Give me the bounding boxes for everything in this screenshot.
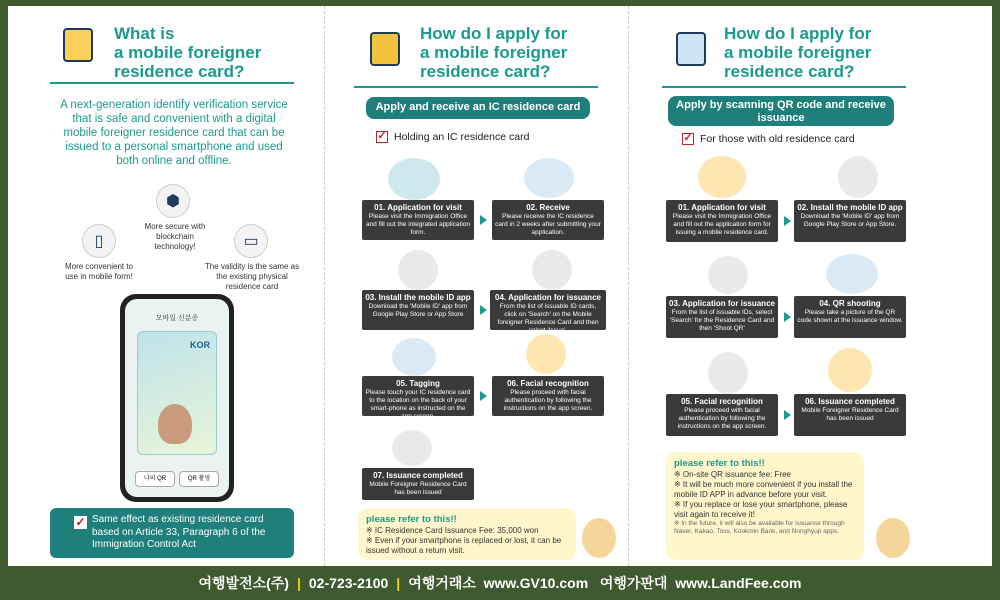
note-line: ※ Even if your smartphone is replaced or lost, it can be issued without a return visit. [366, 536, 562, 555]
tagging-illustration [392, 338, 436, 376]
qr-pill: Apply by scanning QR code and receive issuance [668, 96, 894, 126]
footer-company: 여행발전소(주) [198, 575, 289, 591]
panel2-title: How do I apply for a mobile foreigner residence card? [420, 24, 568, 81]
divider [324, 6, 325, 566]
card-photo [158, 404, 192, 444]
intro-text: A next-generation identify verification service that is safe and convenient with a digital mobile foreigner residence card that can be issued to a personal smartphone and used both online and offline. [60, 99, 288, 167]
checkbox-icon: ✓ [683, 132, 693, 144]
checkbox-icon: ✓ [75, 515, 86, 529]
note-title: please refer to this!! [674, 458, 765, 469]
phone-search-illustration [708, 256, 748, 294]
qr-step-3: 03. Application for issuance From the list of issuable IDs, select 'Search' for the Residence Card and then 'Shoot QR' [666, 296, 778, 338]
note-line: ※ On-site QR issuance fee: Free [674, 470, 791, 479]
ic-card-check: ✓ Holding an IC residence card [377, 130, 530, 143]
visit-illustration [698, 156, 746, 198]
footer-site1-name: 여행거래소 [408, 575, 476, 591]
feature-convenient: More convenient to use in mobile form! [64, 262, 134, 281]
same-effect-box [50, 508, 294, 558]
smartphone-icon: ▯ [82, 224, 116, 258]
divider [628, 6, 629, 566]
panel3-title: How do I apply for a mobile foreigner residence card? [724, 24, 872, 81]
phone-header: 모바일 신분증 [155, 315, 199, 322]
ic-step-4: 04. Application for issuance From the list of issuable ID cards, click on 'Search' on the Mobile foreigner Residence Card and then select 'Issue'. [490, 290, 606, 330]
note-title: please refer to this!! [366, 514, 457, 525]
qr-step-6: 06. Issuance completed Mobile Foreigner Residence Card has been issued [794, 394, 906, 436]
footer-site2-url[interactable]: www.LandFee.com [675, 575, 802, 591]
next-arrow [784, 410, 791, 420]
feature-validity: The validity is the same as the existing physical residence card [204, 262, 300, 291]
panel1-title: What is a mobile foreigner residence card? [114, 24, 262, 81]
application-form-icon [370, 32, 400, 66]
feature-secure: More secure with blockchain technology! [144, 222, 206, 251]
same-effect-text: Same effect as existing residence card based on Article 33, Paragraph 6 of the Immigration Control Act [92, 514, 266, 550]
qr-shoot-illustration [826, 254, 878, 294]
visit-illustration [388, 158, 440, 200]
footer-site1-url[interactable]: www.GV10.com [483, 575, 589, 591]
title-underline [354, 86, 598, 88]
next-arrow [480, 305, 487, 315]
issued-illustration [828, 348, 872, 392]
panel-ic-card [328, 6, 626, 566]
ic-step-1: 01. Application for visit Please visit the Immigration Office and fill out the integrated application form. [362, 200, 474, 240]
phone-id-icon [63, 28, 93, 62]
footer-bar: 여행발전소(주) | 02-723-2100 | 여행거래소 www.GV10.com 여행가판대 www.LandFee.com [198, 575, 802, 591]
phone-app-illustration [398, 250, 438, 290]
note-line: ※ It will be much more convenient if you install the mobile ID APP in advance before your visit. [674, 480, 853, 499]
note-line: ※ IC Residence Card Issuance Fee: 35,000 won [366, 526, 539, 535]
id-card-icon: ▭ [234, 224, 268, 258]
qr-scan-button[interactable]: QR 촬영 [179, 471, 219, 487]
panel-what-is [8, 6, 324, 566]
qr-step-2: 02. Install the mobile ID app Download the 'Mobile ID' app from Google Play Store or App Store. [794, 200, 906, 242]
qr-step-4: 04. QR shooting Please take a picture of the QR code shown at the issuance window. [794, 296, 906, 338]
qr-step-1: 01. Application for visit Please visit the Immigration Office and fill out the application form for issuing a mobile residence card. [666, 200, 778, 242]
guide-character [582, 518, 616, 558]
qr-phone-icon [676, 32, 706, 66]
next-arrow [784, 216, 791, 226]
note-small: ※ In the future, it will also be available for issuance through Naver, Kakao, Toss, Kookmin Bank, and Nonghyup apps. [674, 520, 845, 535]
note-line: ※ If you replace or lose your smartphone, please visit again to receive it! [674, 500, 848, 519]
blockchain-icon: ⬢ [156, 184, 190, 218]
title-underline [50, 82, 294, 84]
checkbox-icon: ✓ [377, 130, 387, 142]
install-app-illustration [838, 156, 878, 198]
card-code: KOR [190, 340, 210, 350]
smartphone-mockup [120, 294, 234, 502]
ic-step-2: 02. Receive Please receive the IC residence card in 2 weeks after submitting your application. [492, 200, 604, 240]
brochure [8, 6, 992, 566]
qr-note-box [666, 452, 864, 560]
ic-step-3: 03. Install the mobile ID app Download the 'Mobile ID' app from Google Play Store or App Store [362, 290, 474, 330]
qr-check: ✓ For those with old residence card [683, 132, 855, 145]
face-scan-illustration [708, 352, 748, 394]
next-arrow [784, 312, 791, 322]
qr-step-5: 05. Facial recognition Please proceed with facial authentication by following the instructions on the app screen. [666, 394, 778, 436]
footer-phone: 02-723-2100 [308, 575, 389, 591]
issued-illustration [392, 430, 432, 466]
panel-qr [632, 6, 990, 566]
ic-step-6: 06. Facial recognition Please proceed with facial authentication by following the instructions on the app screen. [492, 376, 604, 416]
face-scan-illustration [526, 334, 566, 374]
ic-note-box [358, 508, 576, 560]
my-qr-button[interactable]: 나의 QR [135, 471, 175, 487]
phone-search-illustration [532, 250, 572, 290]
phone-screen [125, 299, 229, 497]
receive-card-illustration [524, 158, 574, 198]
next-arrow [480, 215, 487, 225]
ic-step-7: 07. Issuance completed Mobile Foreigner Residence Card has been issued [362, 468, 474, 500]
residence-card-image [137, 331, 217, 455]
ic-card-pill: Apply and receive an IC residence card [366, 97, 590, 119]
ic-step-5: 05. Tagging Please touch your IC residence card to the location on the back of your smart-phone as instructed on the app screen. [362, 376, 474, 416]
title-underline [662, 86, 906, 88]
guide-character [876, 518, 910, 558]
next-arrow [480, 391, 487, 401]
footer-site2-name: 여행가판대 [599, 575, 668, 591]
